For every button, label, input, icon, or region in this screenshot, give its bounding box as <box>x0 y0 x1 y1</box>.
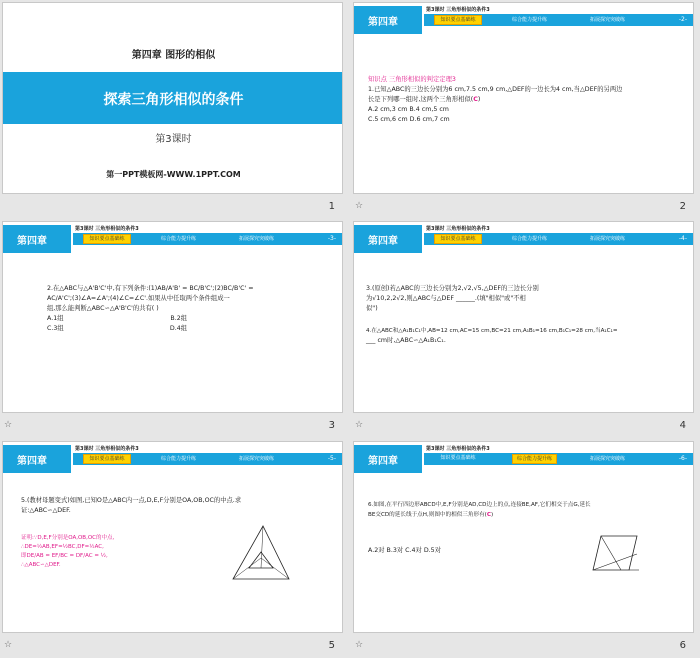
parallelogram-figure <box>587 528 643 580</box>
slide-canvas <box>353 441 694 633</box>
tab-extension-practice[interactable]: 拓展探究突破练 <box>590 17 626 23</box>
lesson-title: 第3课时 三角形相似的条件3 <box>75 446 139 452</box>
question-line: 3.(原创)若△ABC的三边长分别为2,√2,√5,△DEF的三边长分别 <box>366 285 539 292</box>
question-line: 6.如图,在平行四边形ABCD中,E,F分别是AD,CD边上的点,连接BE,AF,它们相交于点G,延长 <box>368 502 591 508</box>
section-bar <box>73 453 343 465</box>
site-credit: 第一PPT模板网-WWW.1PPT.COM <box>106 170 241 179</box>
slide-canvas <box>353 2 694 194</box>
chapter-tab: 第四章 <box>3 225 71 253</box>
tab-extension-practice[interactable]: 拓展探究突破练 <box>239 236 275 242</box>
slide-thumbnail-4[interactable] <box>351 219 696 438</box>
tab-ability-practice[interactable]: 综合能力提升练 <box>512 17 548 23</box>
option-line: A.2对 B.3对 C.4对 D.5对 <box>368 547 441 554</box>
tab-ability-practice[interactable]: 综合能力提升练 <box>512 236 548 242</box>
option-line: A.2 cm,3 cm B.4 cm,5 cm <box>368 106 449 113</box>
triangle-figure <box>231 524 291 584</box>
section-bar <box>73 233 343 245</box>
slide-thumbnail-1[interactable] <box>0 0 345 219</box>
tab-extension-practice[interactable]: 拓展探究突破练 <box>590 456 626 462</box>
tab-basic-practice[interactable]: 知识要点基础练 <box>83 454 131 464</box>
answer-mark: C <box>473 96 478 103</box>
question-line: ___ cm时,△ABC∽△A₁B₁C₁. <box>366 337 446 344</box>
slide-transition-icon[interactable]: ☆ <box>4 420 13 430</box>
question-line: 1.已知△ABC的三边长分别为6 cm,7.5 cm,9 cm,△DEF的一边长为4 cm,当△DEF的另两边 <box>368 86 623 93</box>
question-line: 5.(教材母题变式)如图,已知O是△ABC内一点,D,E,F分别是OA,OB,OC的中点.求 <box>21 497 242 504</box>
page-indicator: -2- <box>678 16 687 23</box>
options-row: A.1组 B.2组 <box>47 315 187 322</box>
chapter-tab: 第四章 <box>354 6 422 34</box>
tab-ability-practice[interactable]: 综合能力提升练 <box>161 456 197 462</box>
section-bar <box>424 14 694 26</box>
page-indicator: -5- <box>327 455 336 462</box>
slide-canvas <box>2 441 343 633</box>
slide-number: 3 <box>328 420 335 431</box>
question-line: 为√10,2,2√2,则△ABC与△DEF ______.(填"相似"或"不相 <box>366 295 526 302</box>
proof-line: ∴DE=½AB,EF=½BC,DF=½AC, <box>21 544 104 550</box>
knowledge-point: 知识点 三角形相似的判定定理3 <box>368 76 456 83</box>
slide-canvas <box>2 2 343 194</box>
tab-basic-practice[interactable]: 知识要点基础练 <box>434 234 482 244</box>
page-indicator: -3- <box>327 235 336 242</box>
lesson-title: 第3课时 三角形相似的条件3 <box>75 226 139 232</box>
slide-title: 探索三角形相似的条件 <box>103 92 244 108</box>
slide-number: 2 <box>679 201 686 212</box>
page-indicator: -4- <box>678 235 687 242</box>
lesson-subtitle: 第3课时 <box>155 134 192 145</box>
option-line: C.5 cm,6 cm D.6 cm,7 cm <box>368 116 450 123</box>
chapter-tab: 第四章 <box>354 225 422 253</box>
slide-canvas <box>353 221 694 413</box>
slide-transition-icon[interactable]: ☆ <box>355 640 364 650</box>
slide-number: 5 <box>328 640 335 651</box>
lesson-title: 第3课时 三角形相似的条件3 <box>426 7 490 13</box>
chapter-tab: 第四章 <box>3 445 71 473</box>
question-line: 4.在△ABC和△A₁B₁C₁中,AB=12 cm,AC=15 cm,BC=21 cm,A₁B₁=16 cm,B₁C₁=28 cm,当A₁C₁= <box>366 328 618 334</box>
lesson-title: 第3课时 三角形相似的条件3 <box>426 446 490 452</box>
tab-extension-practice[interactable]: 拓展探究突破练 <box>239 456 275 462</box>
proof-line: ∴△ABC∽△DEF. <box>21 562 61 568</box>
tab-basic-practice[interactable]: 知识要点基础练 <box>440 455 476 461</box>
slide-number: 4 <box>679 420 686 431</box>
question-line: BE交CD的延长线于点H,则图中的相似三角形有(C) <box>368 512 494 518</box>
slide-thumbnail-6[interactable] <box>351 439 696 658</box>
slide-number: 1 <box>328 201 335 212</box>
slide-thumbnail-5[interactable] <box>0 439 345 658</box>
tab-basic-practice[interactable]: 知识要点基础练 <box>83 234 131 244</box>
slide-transition-icon[interactable]: ☆ <box>355 420 364 430</box>
tab-ability-practice[interactable]: 综合能力提升练 <box>161 236 197 242</box>
chapter-tab: 第四章 <box>354 445 422 473</box>
question-line: 证:△ABC∽△DEF. <box>21 507 71 514</box>
chapter-title: 第四章 图形的相似 <box>131 50 216 61</box>
question-line: 组,那么能判断△ABC∽△A'B'C'的共有( ) <box>47 305 159 312</box>
tab-ability-practice[interactable]: 综合能力提升练 <box>512 454 557 464</box>
section-bar <box>424 233 694 245</box>
question-line: 长是下列哪一组时,这两个三角形相似(C) <box>368 96 481 103</box>
slide-thumbnail-2[interactable] <box>351 0 696 219</box>
proof-line: 证明:∵D,E,F分别是OA,OB,OC的中点, <box>21 535 115 541</box>
slide-canvas <box>2 221 343 413</box>
slide-number: 6 <box>679 640 686 651</box>
question-line: AC/A'C';(3)∠A=∠A';(4)∠C=∠C'.如果从中任取两个条件组成一 <box>47 295 230 302</box>
slide-transition-icon[interactable]: ☆ <box>355 201 364 211</box>
tab-basic-practice[interactable]: 知识要点基础练 <box>434 15 482 25</box>
question-line: 似") <box>366 305 378 312</box>
question-line: 2.在△ABC与△A'B'C'中,有下列条件:(1)AB/A'B' = BC/B'C';(2)BC/B'C' = <box>47 285 254 292</box>
options-row: C.3组 D.4组 <box>47 325 187 332</box>
proof-line: 即DE/AB = EF/BC = DF/AC = ½, <box>21 553 108 559</box>
answer-mark: C <box>486 512 491 518</box>
section-bar <box>424 453 694 465</box>
lesson-title: 第3课时 三角形相似的条件3 <box>426 226 490 232</box>
tab-extension-practice[interactable]: 拓展探究突破练 <box>590 236 626 242</box>
slide-thumbnail-3[interactable] <box>0 219 345 438</box>
page-indicator: -6- <box>678 455 687 462</box>
slide-transition-icon[interactable]: ☆ <box>4 640 13 650</box>
